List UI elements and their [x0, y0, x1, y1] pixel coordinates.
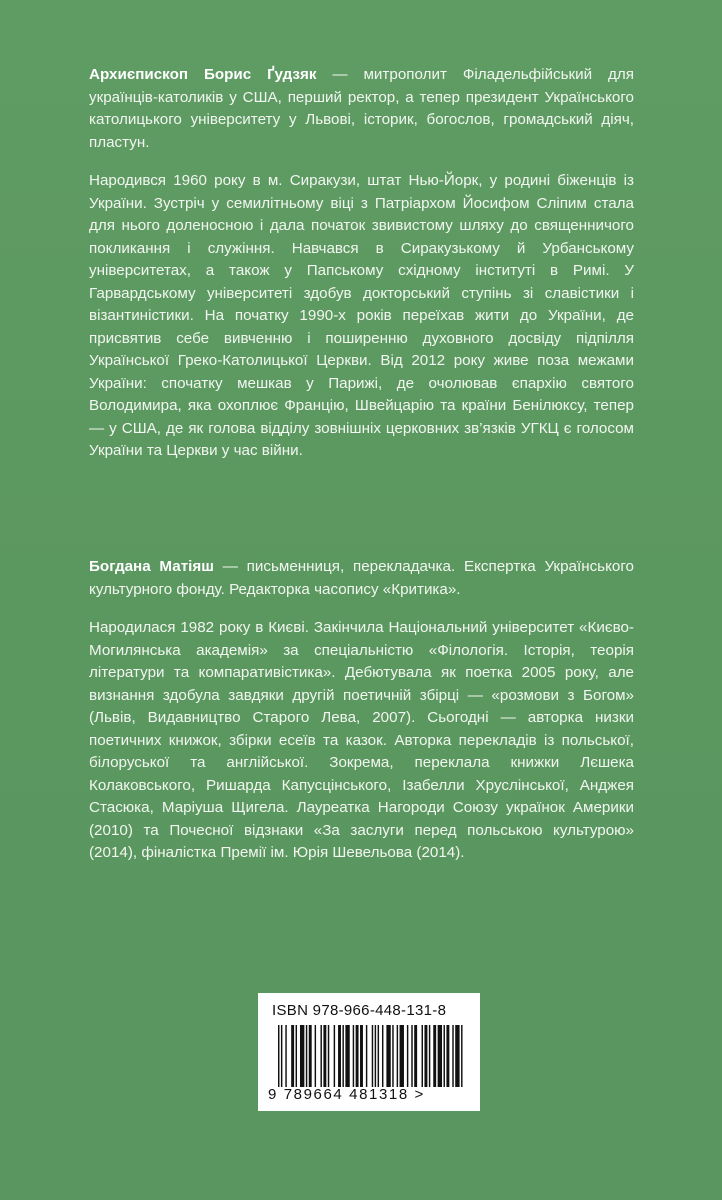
author-intro	[89, 556, 634, 601]
author-biography: Народився 1960 року в м. Сиракузи, штат Нью-Йорк, у родині біженців із України. Зустріч у семилітньому віці з Патріархом Йосифом Сліпим стала для нього доленосною і дала початок звивистому шляху до священничого покликання і служіння. Навчався в Сиракузькому й Урбанському університетах, а також у Папському східному інституті в Римі. У Гарвардському університеті здобув докторський ступінь зі славістики і візантиністики. На початку 1990-х років переїхав жити до України, де присвятив себе вивченню і поширенню духовного досвіду підпілля Української Греко-Католицької Церкви. Від 2012 року живе поза межами України: спочатку мешкав у Парижі, де очолював єпархію святого Володимира, яка охоплює Францію, Швейцарію та країни Бенілюксу, тепер — у США, де як голова відділу зовнішніх церковних зв’язків УГКЦ є голосом України та Церкви у час війни.	[89, 172, 634, 459]
barcode-bar	[446, 1025, 449, 1087]
isbn-label: ISBN 978-966-448-131-8	[272, 1002, 447, 1019]
barcode-bars	[278, 1025, 464, 1087]
barcode-digits: 9 789664 481318 >	[268, 1086, 425, 1103]
barcode-bar	[422, 1025, 423, 1087]
barcode-bar	[360, 1025, 363, 1087]
author-intro	[89, 64, 634, 154]
barcode-bar	[328, 1025, 329, 1087]
barcode-bar	[438, 1025, 442, 1087]
barcode-bar	[407, 1025, 408, 1087]
barcode-bar	[452, 1025, 453, 1087]
isbn-barcode	[258, 993, 480, 1111]
barcode-bar	[281, 1025, 282, 1087]
barcode-bar	[296, 1025, 297, 1087]
author-name: Архиєпископ Борис Ґудзяк	[89, 66, 317, 83]
barcode-bar	[300, 1025, 304, 1087]
barcode-bar	[334, 1025, 335, 1087]
barcode-bar	[424, 1025, 427, 1087]
author-biography: Народилася 1982 року в Києві. Закінчила Національний університет «Києво-Могилянська академія» за спеціальністю «Філологія. Історія, теорія літератури та компаративістика». Дебютувала як поетка 2005 року, але визнання здобула завдяки другій поетичній збірці — «розмови з Богом» (Львів, Видавництво Старого Лева, 2007). Сьогодні — авторка низки поетичних книжок, збірки есеїв та казок. Авторка перекладів із польської, білоруської та англійської. Зокрема, переклала книжки Лєшека Колаковського, Ришарда Капусцінського, Ізабелли Хруслінської, Анджея Стасюка, Маріуша Щигела. Лауреатка Нагороди Союзу українок Америки (2010) та Почесної відзнаки «За заслуги перед польською культурою» (2014), фіналістка Премії ім. Юрія Шевельова (2014).	[89, 619, 634, 861]
author-bio-matiiash	[89, 556, 634, 865]
barcode-bar	[320, 1025, 321, 1087]
barcode-bar	[278, 1025, 279, 1087]
barcode-bar	[414, 1025, 417, 1087]
barcode-bar	[306, 1025, 307, 1087]
barcode-bar	[372, 1025, 373, 1087]
barcode-bar	[378, 1025, 379, 1087]
barcode-bar	[433, 1025, 436, 1087]
author-name: Богдана Матіяш	[89, 558, 214, 575]
barcode-bar	[400, 1025, 404, 1087]
barcode-bar	[397, 1025, 398, 1087]
barcode-bar	[309, 1025, 312, 1087]
barcode-bar	[392, 1025, 393, 1087]
barcode-bar	[375, 1025, 376, 1087]
barcode-bar	[366, 1025, 367, 1087]
barcode-bar	[461, 1025, 462, 1087]
barcode-bar	[386, 1025, 390, 1087]
author-intro-text: — митрополит Філадельфійський для українців-католиків у США, перший ректор, а тепер президент Українського католицького університету у Львові, історик, богослов, громадський діяч, пластун.	[89, 66, 634, 151]
barcode-bar	[411, 1025, 412, 1087]
barcode-bar	[455, 1025, 459, 1087]
barcode-bar	[356, 1025, 359, 1087]
author-bio-gudziak	[89, 64, 634, 463]
barcode-bar	[323, 1025, 326, 1087]
barcode-bar	[338, 1025, 341, 1087]
barcode-bar	[345, 1025, 349, 1087]
barcode-bar	[342, 1025, 343, 1087]
barcode-bar	[315, 1025, 316, 1087]
barcode-bar	[382, 1025, 383, 1087]
barcode-bar	[285, 1025, 286, 1087]
barcode-bar	[444, 1025, 445, 1087]
barcode-bar	[429, 1025, 430, 1087]
author-intro-text: — письменниця, перекладачка. Експертка Українського культурного фонду. Редакторка часопису «Критика».	[89, 558, 634, 598]
barcode-bar	[291, 1025, 294, 1087]
barcode-bar	[353, 1025, 354, 1087]
